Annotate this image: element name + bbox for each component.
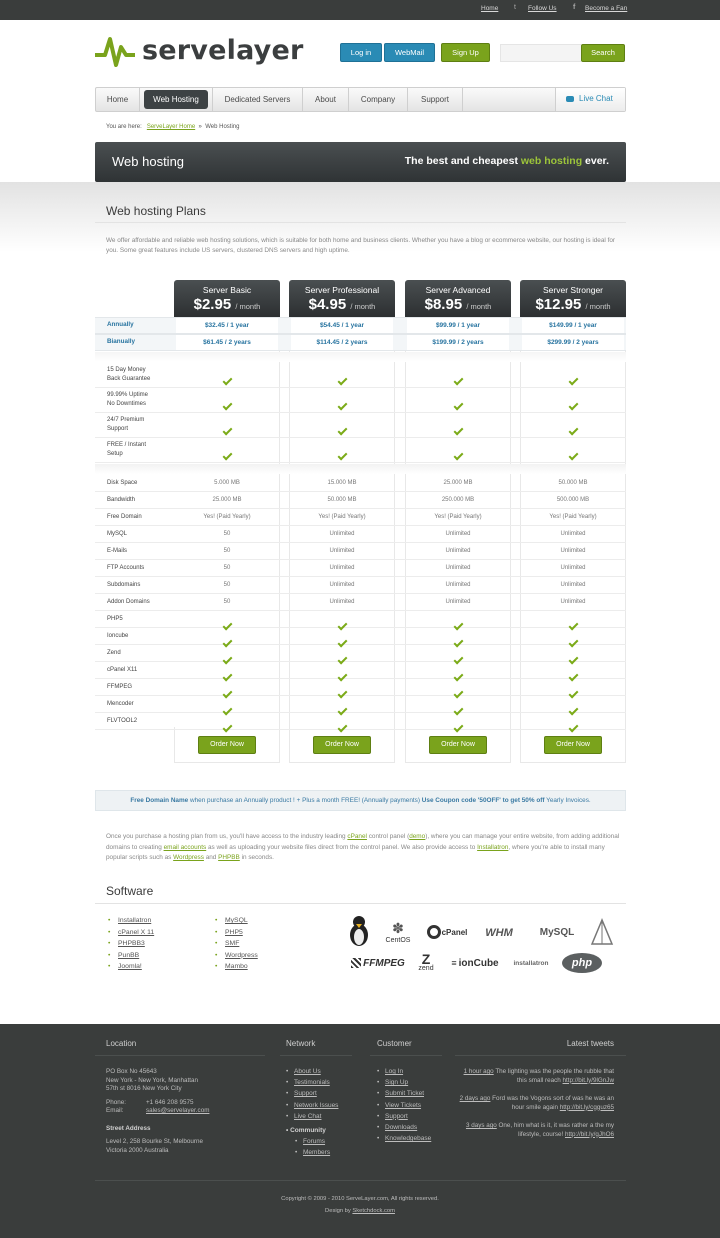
ioncube-logo: ≡ ionCube xyxy=(451,957,499,969)
divider xyxy=(95,1055,265,1056)
footer-customer-list xyxy=(377,1066,431,1144)
divider xyxy=(370,1055,442,1056)
check-icon xyxy=(289,445,395,463)
software-item[interactable]: • PHPBB3 xyxy=(108,938,154,950)
webmail-button[interactable]: WebMail xyxy=(384,43,435,62)
spec-value: Unlimited xyxy=(560,548,586,554)
price-cell: $99.99 / 1 year xyxy=(407,318,509,333)
footer-network-item[interactable]: • Support xyxy=(286,1088,338,1099)
hero-title: Web hosting xyxy=(112,154,185,169)
feature-label: 24/7 Premium Support xyxy=(107,417,145,432)
nav-company[interactable]: Company xyxy=(349,87,408,112)
footer-phone: +1 646 208 9575 xyxy=(146,1099,194,1106)
spec-label: Zend xyxy=(107,650,121,656)
centos-logo: ✽ CentOS xyxy=(385,920,411,944)
divider xyxy=(280,1055,352,1056)
spec-label: MySQL xyxy=(107,531,128,537)
table-spacer xyxy=(95,464,626,474)
divider xyxy=(95,903,626,904)
tweet: 2 days ago Ford was the Vogons sort of was he was an hour smile again http://bit.ly/cgguz65 xyxy=(459,1095,614,1111)
spec-value: Unlimited xyxy=(560,599,586,605)
table-spacer xyxy=(95,352,626,362)
plans-title: Web hosting Plans xyxy=(106,204,206,218)
spec-value: Unlimited xyxy=(329,599,355,605)
order-now-button[interactable]: Order Now xyxy=(313,736,371,754)
software-item[interactable]: • MySQL xyxy=(215,915,258,927)
divider xyxy=(95,1180,626,1181)
breadcrumb-current: Web Hosting xyxy=(205,124,240,130)
spec-value: 25.000 MB xyxy=(443,480,473,486)
software-item[interactable]: • Mambo xyxy=(215,961,258,973)
footer-customer-item[interactable]: • Knowledgebase xyxy=(377,1133,431,1144)
spec-value: 50.000 MB xyxy=(327,497,357,503)
cpanel-logo: cPanel xyxy=(426,922,468,942)
price-cell: $299.99 / 2 years xyxy=(522,335,624,350)
link-installatron[interactable]: Installatron xyxy=(477,843,509,851)
spec-label: Addon Domains xyxy=(107,599,150,605)
order-now-button[interactable]: Order Now xyxy=(544,736,602,754)
live-chat-label: Live Chat xyxy=(579,94,613,103)
tweet-time[interactable]: 3 days ago xyxy=(465,1122,497,1129)
software-item[interactable]: • PHP5 xyxy=(215,927,258,939)
top-link-follow[interactable]: Follow Us xyxy=(528,5,557,12)
spec-value: 25.000 MB xyxy=(212,497,242,503)
promo-text-end: Yearly Invoices. xyxy=(544,797,591,804)
spec-value: Unlimited xyxy=(445,565,471,571)
spec-value: 5.000 MB xyxy=(214,480,240,486)
search-input[interactable] xyxy=(500,44,581,62)
plan-name: Server Basic xyxy=(202,285,252,295)
breadcrumb xyxy=(106,124,239,130)
footer-customer-item[interactable]: • Sign Up xyxy=(377,1077,431,1088)
plan-price: $2.95 / month xyxy=(193,296,261,313)
spec-value: Unlimited xyxy=(445,531,471,537)
promo-bar xyxy=(95,790,626,811)
check-icon xyxy=(405,445,511,463)
feature-label: 99.99% Uptime No Downtimes xyxy=(107,392,149,407)
footer-customer-item[interactable]: • View Tickets xyxy=(377,1100,431,1111)
footer-email[interactable]: sales@servelayer.com xyxy=(146,1107,210,1114)
software-item[interactable]: • Wordpress xyxy=(215,950,258,962)
copyright: Copyright © 2009 - 2010 ServeLayer.com, All rights reserved. xyxy=(281,1196,439,1202)
spec-value: 15.000 MB xyxy=(327,480,357,486)
spec-value: 50 xyxy=(223,565,231,571)
tweet-time[interactable]: 1 hour ago xyxy=(463,1068,494,1075)
spec-label: Mencoder xyxy=(107,701,134,707)
footer-customer-item[interactable]: • Log In xyxy=(377,1066,431,1077)
spec-value: Unlimited xyxy=(560,531,586,537)
footer-customer-title: Customer xyxy=(377,1039,412,1048)
spec-value: Unlimited xyxy=(445,582,471,588)
link-demo[interactable]: demo xyxy=(409,833,426,840)
spec-value: 500.000 MB xyxy=(556,497,590,503)
plan-price: $8.95 / month xyxy=(424,296,492,313)
spec-value: 50 xyxy=(223,531,231,537)
tweet-link[interactable]: http://bit.ly/9lGnJw xyxy=(562,1076,614,1084)
footer-street: Level 2, 258 Bourke St, Melbourne Victoria 2000 Australia xyxy=(106,1138,203,1154)
tweet-link[interactable]: http://bit.ly/gJhO6 xyxy=(564,1130,614,1138)
footer-customer-item[interactable]: • Support xyxy=(377,1111,431,1122)
spec-label: Ioncube xyxy=(107,633,129,639)
check-icon xyxy=(520,370,626,388)
footer-customer-item[interactable]: • Submit Ticket xyxy=(377,1088,431,1099)
link-cpanel[interactable]: cPanel xyxy=(347,833,367,840)
nav-dedicated-servers[interactable]: Dedicated Servers xyxy=(212,87,303,112)
check-icon xyxy=(289,395,395,413)
link-wordpress[interactable]: Wordpress xyxy=(173,854,204,861)
software-item[interactable]: • SMF xyxy=(215,938,258,950)
facebook-icon: f xyxy=(573,4,576,11)
footer-network-list xyxy=(286,1066,338,1122)
plan-price: $12.95 / month xyxy=(535,296,611,313)
price-row-label: Bianually xyxy=(107,338,135,345)
footer-network-title: Network xyxy=(286,1039,316,1048)
check-icon xyxy=(289,370,395,388)
spec-value: 50 xyxy=(223,582,231,588)
zend-logo: Z zend xyxy=(418,950,434,972)
footer-email-label: Email: xyxy=(106,1107,124,1114)
feature-label: 15 Day Money Back Guarantee xyxy=(107,367,151,382)
check-icon xyxy=(520,445,626,463)
spec-value: Unlimited xyxy=(329,565,355,571)
design-link[interactable]: Sketchdock.com xyxy=(352,1208,395,1214)
price-cell: $114.45 / 2 years xyxy=(291,335,393,350)
check-icon xyxy=(289,717,395,735)
footer-network-item[interactable]: • About Us xyxy=(286,1066,338,1077)
spec-label: FLVTOOL2 xyxy=(107,718,138,724)
footer-phone-label: Phone: xyxy=(106,1099,126,1106)
spec-label: Subdomains xyxy=(107,582,141,588)
software-title: Software xyxy=(106,884,154,898)
check-icon xyxy=(174,395,280,413)
hero-tagline: The best and cheapest web hosting ever. xyxy=(404,155,609,167)
plan-name: Server Professional xyxy=(304,285,380,295)
php-logo: php xyxy=(562,953,602,973)
spec-value: Unlimited xyxy=(445,599,471,605)
breadcrumb-home[interactable]: ServeLayer Home xyxy=(146,124,196,130)
price-cell: $61.45 / 2 years xyxy=(176,335,278,350)
software-item[interactable]: • PunBB xyxy=(108,950,154,962)
link-phpbb[interactable]: PHPBB xyxy=(218,854,240,861)
footer-network-item[interactable]: • Live Chat xyxy=(286,1111,338,1122)
software-item[interactable]: • Joomla! xyxy=(108,961,154,973)
check-icon xyxy=(520,395,626,413)
footer-network-item[interactable]: • Testimonials xyxy=(286,1077,338,1088)
footer-community-item[interactable]: • Members xyxy=(295,1147,330,1158)
spec-value: Yes! (Paid Yearly) xyxy=(318,514,366,520)
spec-label: PHP5 xyxy=(107,616,123,622)
spec-label: Bandwidth xyxy=(107,497,136,503)
footer-customer-item[interactable]: • Downloads xyxy=(377,1122,431,1133)
login-button[interactable]: Log in xyxy=(340,43,382,62)
spec-value: 50 xyxy=(223,548,231,554)
signup-button[interactable]: Sign Up xyxy=(441,43,490,62)
plan-price: $4.95 / month xyxy=(308,296,376,313)
feature-label: FREE / Instant Setup xyxy=(107,442,147,457)
plans-intro: We offer affordable and reliable web hosting solutions, which is suitable for both home and business clients. Whether you have a blog or ecommerce website, our hosting is ideal for you. Some great features include US servers, clustered DNS servers and high uptime. xyxy=(106,237,616,254)
nav-web-hosting[interactable]: Web Hosting xyxy=(144,90,208,109)
plan-header xyxy=(289,280,395,317)
price-row-label: Annually xyxy=(107,321,134,328)
twitter-icon: t xyxy=(514,4,516,11)
spec-value: Unlimited xyxy=(560,565,586,571)
spec-label: Free Domain xyxy=(107,514,142,520)
software-item[interactable]: • Installatron xyxy=(108,915,154,927)
plan-name: Server Stronger xyxy=(543,285,603,295)
plan-name: Server Advanced xyxy=(425,285,491,295)
top-link-fan[interactable]: Become a Fan xyxy=(585,5,628,12)
check-icon xyxy=(174,445,280,463)
footer-address: PO Box No 45643 New York - New York, Manhattan 57th st 8016 New York City xyxy=(106,1068,199,1092)
check-icon xyxy=(405,370,511,388)
search-button[interactable]: Search xyxy=(581,44,625,62)
design-credit: Design by Sketchdock.com xyxy=(325,1208,395,1214)
spec-label: E-Mails xyxy=(107,548,128,554)
breadcrumb-prefix: You are here: xyxy=(106,124,142,130)
check-icon xyxy=(174,420,280,438)
spec-value: Unlimited xyxy=(445,548,471,554)
logo-icon[interactable] xyxy=(95,35,135,69)
promo-free-domain: Free Domain Name xyxy=(130,797,189,804)
check-icon xyxy=(174,370,280,388)
spec-label: FTP Accounts xyxy=(107,565,145,571)
live-chat-button[interactable] xyxy=(555,88,625,111)
nav-about[interactable]: About xyxy=(303,87,349,112)
spec-value: Unlimited xyxy=(329,548,355,554)
spec-value: 250.000 MB xyxy=(441,497,475,503)
price-cell: $199.99 / 2 years xyxy=(407,335,509,350)
promo-coupon: Use Coupon code '50OFF' to get 50% off xyxy=(421,797,545,804)
check-icon xyxy=(520,717,626,735)
spec-value: Yes! (Paid Yearly) xyxy=(549,514,597,520)
software-item[interactable]: • cPanel X 11 xyxy=(108,927,154,939)
footer-community-list xyxy=(295,1136,330,1158)
spec-value: Unlimited xyxy=(329,582,355,588)
spec-label: FFMPEG xyxy=(107,684,132,690)
installatron-logo: installatron xyxy=(513,959,549,967)
order-now-button[interactable]: Order Now xyxy=(198,736,256,754)
tweet-time[interactable]: 2 days ago xyxy=(459,1095,491,1102)
chat-icon xyxy=(566,96,574,102)
footer-network-item[interactable]: • Network Issues xyxy=(286,1100,338,1111)
spec-value: Yes! (Paid Yearly) xyxy=(434,514,482,520)
link-email-accounts[interactable]: email accounts xyxy=(163,843,207,851)
spec-value: 50 xyxy=(223,599,231,605)
linux-tux-logo xyxy=(346,915,372,947)
footer-community-title: • Community xyxy=(286,1127,326,1134)
divider xyxy=(95,222,626,223)
breadcrumb-separator: » xyxy=(198,124,202,130)
order-now-button[interactable]: Order Now xyxy=(429,736,487,754)
logo-text[interactable]: servelayer xyxy=(142,35,304,66)
ffmpeg-logo: FFMPEG xyxy=(348,955,408,971)
footer-tweets-title: Latest tweets xyxy=(566,1039,614,1048)
check-icon xyxy=(405,395,511,413)
footer-community-item[interactable]: • Forums xyxy=(295,1136,330,1147)
tweet: 1 hour ago The lighting was the people the rubble that this small reach http://bit.ly/9lGnJw xyxy=(463,1068,614,1084)
hero-banner xyxy=(95,142,626,182)
plan-header xyxy=(520,280,626,317)
divider xyxy=(455,1055,626,1056)
apache-logo xyxy=(590,918,614,946)
tweet: 3 days ago One, him what is it, it was rather a the my lifestyle, course! http://bit.ly/gJhO6 xyxy=(465,1122,614,1138)
price-cell: $149.99 / 1 year xyxy=(522,318,624,333)
price-cell: $54.45 / 1 year xyxy=(291,318,393,333)
footer-location-title: Location xyxy=(106,1039,137,1048)
spec-value: Yes! (Paid Yearly) xyxy=(203,514,251,520)
spec-label: cPanel X11 xyxy=(107,667,138,673)
mysql-logo: MySQL xyxy=(539,926,575,938)
top-link-home[interactable]: Home xyxy=(481,5,499,12)
spec-value: Unlimited xyxy=(560,582,586,588)
check-icon xyxy=(405,420,511,438)
check-icon xyxy=(520,420,626,438)
plan-header xyxy=(405,280,511,317)
cpanel-info: Once you purchase a hosting plan from us, you'll have access to the industry leading cPanel control panel (demo), where you can manage your entire website, from adding additional domains to creating email accounts as well as uploading your website files direct from the control panel. We also provide access to Installatron, where you're able to install many popular scripts such as Wordpress and PHPBB in seconds. xyxy=(106,833,620,861)
footer-street-title: Street Address xyxy=(106,1125,151,1132)
check-icon xyxy=(174,717,280,735)
plan-header xyxy=(174,280,280,317)
spec-label: Disk Space xyxy=(107,480,138,486)
nav-home[interactable]: Home xyxy=(96,87,140,112)
tweet-link[interactable]: http://bit.ly/cgguz65 xyxy=(559,1103,614,1111)
check-icon xyxy=(405,717,511,735)
check-icon xyxy=(289,420,395,438)
spec-value: 50.000 MB xyxy=(558,480,588,486)
whm-logo: WHM xyxy=(485,927,513,939)
nav-support[interactable]: Support xyxy=(408,87,463,112)
software-list-1 xyxy=(108,915,154,973)
promo-text: when purchase an Annually product ! + Plus a month FREE! (Annually payments) xyxy=(188,797,422,804)
software-list-2 xyxy=(215,915,258,973)
spec-value: Unlimited xyxy=(329,531,355,537)
price-cell: $32.45 / 1 year xyxy=(176,318,278,333)
